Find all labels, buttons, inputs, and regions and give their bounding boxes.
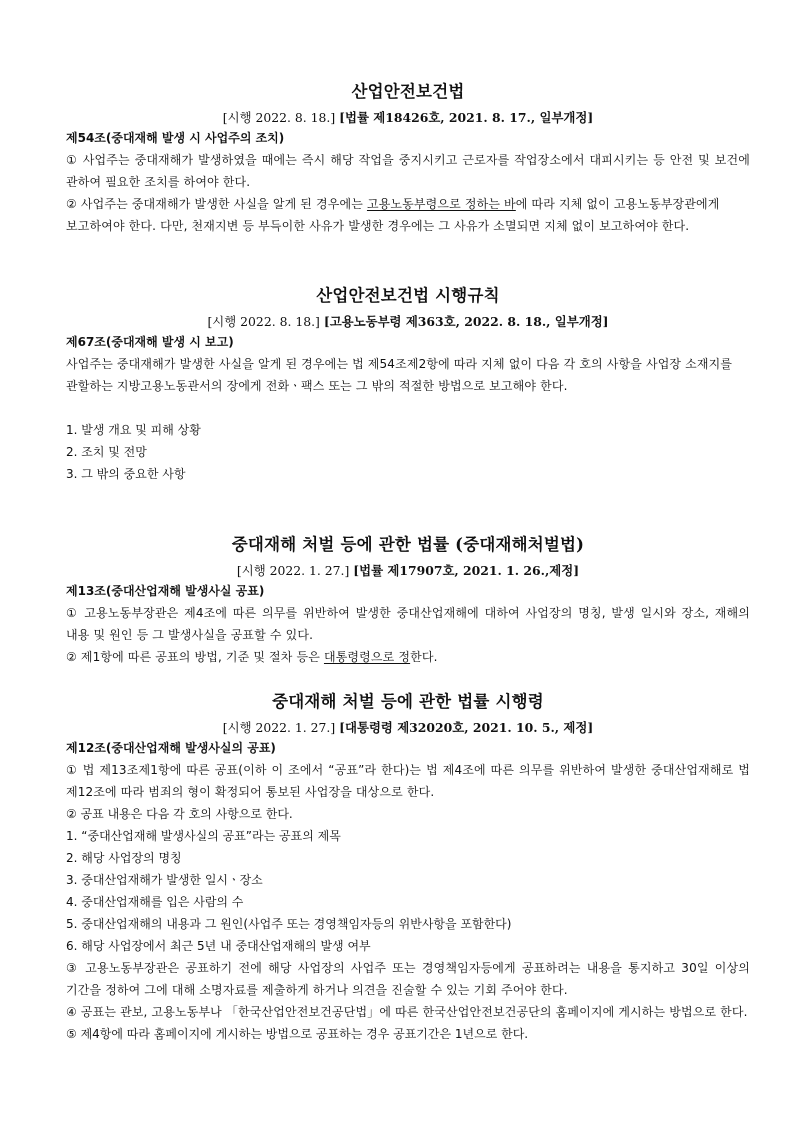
law-number: [법률 제17907호, 2021. 1. 26.,제정]: [353, 563, 580, 578]
underlined-reference: 대통령령으로 정: [323, 650, 411, 664]
section-title: 중대재해 처벌 등에 관한 법률 (중대재해처벌법): [231, 535, 585, 554]
paragraph-text: ② 사업주는 중대재해가 발생한 사실을 알게 된 경우에는: [66, 197, 367, 211]
section-meta: [66, 560, 750, 581]
section-title: 중대재해 처벌 등에 관한 법률 시행령: [272, 692, 544, 711]
list-item: 1. 발생 개요 및 피해 상황: [66, 423, 201, 437]
paragraph-1: ① 고용노동부장관은 제4조에 따른 의무를 위반하여 발생한 중대산업재해에 대하여 사업장의 명칭, 발생 일시와 장소, 재해의 내용 및 원인 등 그 발생사실을 공표할 수 있다.: [66, 606, 750, 642]
enforcement-date: [시행 2022. 1. 27.]: [222, 720, 336, 735]
article-heading: 제13조(중대산업재해 발생사실 공표): [66, 584, 265, 598]
section-meta: [66, 311, 750, 332]
list-item: 3. 그 밖의 중요한 사항: [66, 467, 186, 481]
list-item: 2. 해당 사업장의 명칭: [66, 851, 182, 865]
list-item: 1. “중대산업재해 발생사실의 공표”라는 공표의 제목: [66, 829, 341, 843]
law-section-serious-accidents-decree: [66, 690, 750, 1045]
paragraph-5: ⑤ 제4항에 따라 홈페이지에 게시하는 방법으로 공표하는 경우 공표기간은 1년으로 한다.: [66, 1027, 529, 1041]
paragraph-text: 한다.: [410, 650, 438, 664]
enforcement-date: [시행 2022. 8. 18.]: [207, 314, 320, 329]
law-section-osh-act: [66, 80, 750, 237]
enforcement-date: [시행 2022. 1. 27.]: [236, 563, 350, 578]
list-item: 2. 조치 및 전망: [66, 445, 147, 459]
section-title: 산업안전보건법: [351, 82, 465, 101]
paragraph-2: [66, 193, 750, 237]
law-number: [법률 제18426호, 2021. 8. 17., 일부개정]: [339, 110, 594, 125]
list-item: 5. 중대산업재해의 내용과 그 원인(사업주 또는 경영책임자등의 위반사항을 포함한다): [66, 917, 512, 931]
law-section-osh-rules: [66, 284, 750, 485]
law-section-serious-accidents-act: [66, 533, 750, 668]
section-meta: [66, 107, 750, 128]
law-number: [고용노동부령 제363호, 2022. 8. 18., 일부개정]: [323, 314, 609, 329]
underlined-reference: 고용노동부령으로 정하는 바: [366, 197, 516, 211]
paragraph-1: 사업주는 중대재해가 발생한 사실을 알게 된 경우에는 법 제54조제2항에 따라 지체 없이 다음 각 호의 사항을 사업장 소재지를 관할하는 지방고용노동관서의 장에게 전화ㆍ팩스 또는 그 밖의 적절한 방법으로 보고해야 한다.: [66, 357, 733, 393]
paragraph-2: [66, 646, 750, 668]
paragraph-text: ② 제1항에 따른 공표의 방법, 기준 및 절차 등은: [66, 650, 324, 664]
paragraph-1: ① 사업주는 중대재해가 발생하였을 때에는 즉시 해당 작업을 중지시키고 근로자를 작업장소에서 대피시키는 등 안전 및 보건에 관하여 필요한 조치를 하여야 한다.: [66, 153, 750, 189]
article-heading: 제12조(중대산업재해 발생사실의 공표): [66, 741, 276, 755]
spacer: [66, 397, 750, 419]
article-heading: 제54조(중대재해 발생 시 사업주의 조치): [66, 131, 285, 145]
section-title: 산업안전보건법 시행규칙: [316, 286, 500, 305]
paragraph-1: ① 법 제13조제1항에 따른 공표(이하 이 조에서 “공표”라 한다)는 법 제4조에 따른 의무를 위반하여 발생한 중대산업재해로 법 제12조에 따라 범죄의 형이 확정되어 통보된 사업장을 대상으로 한다.: [66, 763, 750, 799]
law-number: [대통령령 제32020호, 2021. 10. 5., 제정]: [339, 720, 594, 735]
paragraph-text: 에 따라 지체 없이 고용노동부장관에게 보고하여야 한다. 다만, 천재지변 등 부득이한 사유가 발생한 경우에는 그 사유가 소멸되면 지체 없이 보고하여야 한다.: [66, 197, 720, 233]
paragraph-3: ③ 고용노동부장관은 공표하기 전에 해당 사업장의 사업주 또는 경영책임자등에게 공표하려는 내용을 통지하고 30일 이상의 기간을 정하여 그에 대해 소명자료를 제출하게 하거나 의견을 진술할 수 있는 기회 주어야 한다.: [66, 961, 750, 997]
list-item: 3. 중대산업재해가 발생한 일시ㆍ장소: [66, 873, 263, 887]
article-heading: 제67조(중대재해 발생 시 보고): [66, 335, 234, 349]
enforcement-date: [시행 2022. 8. 18.]: [222, 110, 336, 125]
list-item: 6. 해당 사업장에서 최근 5년 내 중대산업재해의 발생 여부: [66, 939, 371, 953]
section-meta: [66, 717, 750, 738]
paragraph-2: ② 공표 내용은 다음 각 호의 사항으로 한다.: [66, 807, 293, 821]
list-item: 4. 중대산업재해를 입은 사람의 수: [66, 895, 244, 909]
paragraph-4: ④ 공표는 관보, 고용노동부나 「한국산업안전보건공단법」에 따른 한국산업안전보건공단의 홈페이지에 게시하는 방법으로 한다.: [66, 1005, 748, 1019]
